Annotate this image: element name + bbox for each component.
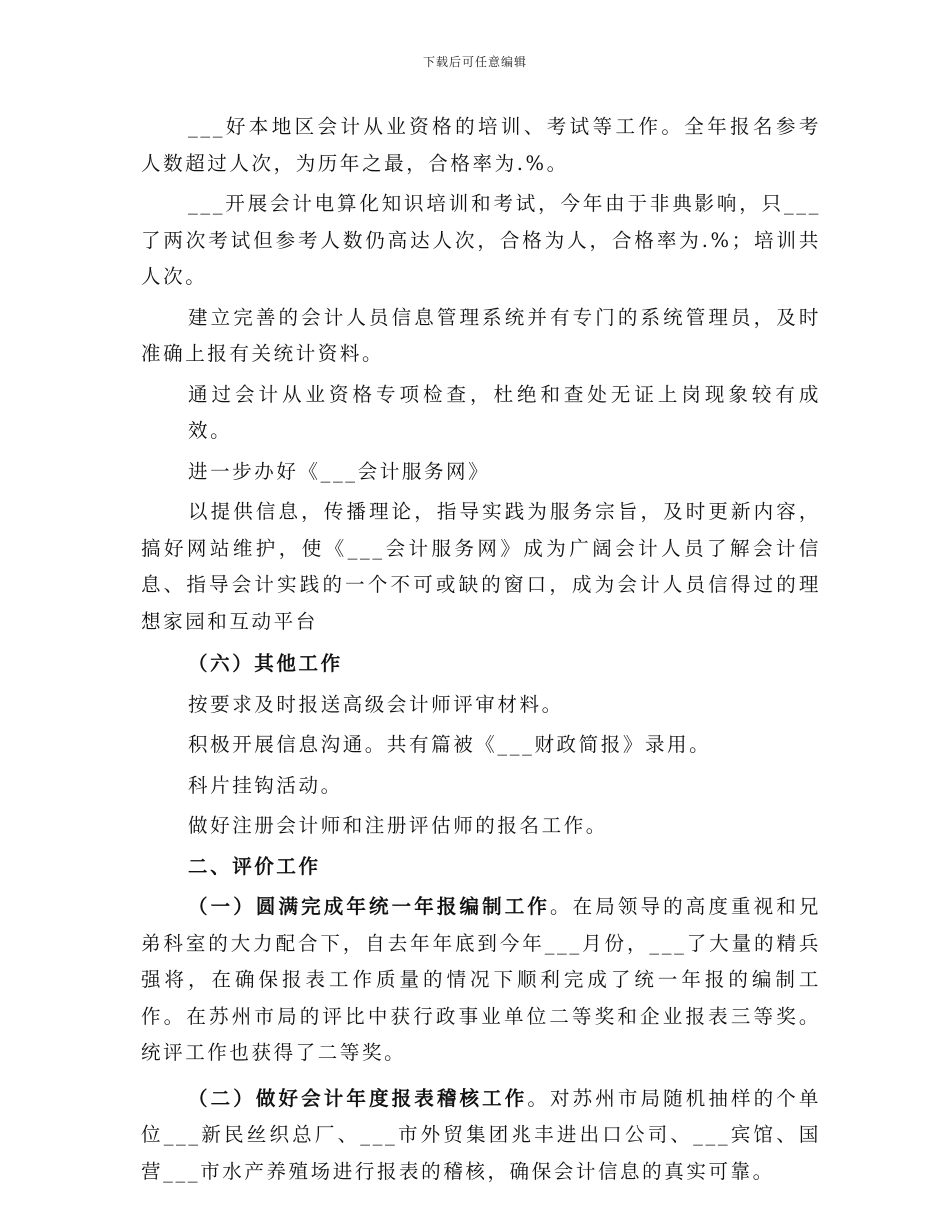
- paragraph-info-communication: 积极开展信息沟通。共有篇被《___财政简报》录用。: [188, 733, 712, 756]
- paragraph-website-detail: 以提供信息，传播理论，指导实践为服务宗旨，及时更新内容，搞好网站维护，使《___会计服务网》成为广阔会计人员了解会计信息、指导会计实践的一个不可或缺的窗口，成为会计人员信得过的理想家园和互动平台: [141, 500, 821, 633]
- page-header: 下载后可任意编辑: [422, 55, 527, 69]
- paragraph-computerized-accounting: ___开展会计电算化知识培训和考试，今年由于非典影响，只___了两次考试但参考人数仍高达人次，合格为人，合格率为.%；培训共人次。: [141, 192, 821, 288]
- section-heading-evaluation: 二、评价工作: [188, 854, 321, 878]
- paragraph-linkage: 科片挂钩活动。: [188, 773, 343, 797]
- paragraph-cpa-registration: 做好注册会计师和注册评估师的报名工作。: [188, 814, 608, 837]
- annual-report-lead: （一）圆满完成年统一年报编制工作: [188, 895, 551, 918]
- audit-body: 。对苏州市局随机抽样的个单位___新民丝织总厂、___市外贸集团兆丰进出口公司、___宾馆、国营___市水产养殖场进行报表的稽核，确保会计信息的真实可靠。: [141, 1086, 821, 1183]
- paragraph-qualification-check: 通过会计从业资格专项检查，杜绝和查处无证上岗现象较有成效。: [188, 382, 821, 442]
- paragraph-audit: [141, 1081, 821, 1191]
- section-heading-other-work: （六）其他工作: [188, 652, 343, 675]
- paragraph-website: 进一步办好《___会计服务网》: [188, 459, 491, 483]
- audit-lead: （二）做好会计年度报表稽核工作: [188, 1086, 528, 1110]
- annual-report-body: 。在局领导的高度重视和兄弟科室的大力配合下，自去年年底到今年___月份，___了大量的精兵强将，在确保报表工作质量的情况下顺利完成了统一年报的编制工作。在苏州市局的评比中获行政事业单位二等奖和企业报表三等奖。统评工作也获得了二等奖。: [141, 895, 821, 1064]
- paragraph-info-system: 建立完善的会计人员信息管理系统并有专门的系统管理员，及时准确上报有关统计资料。: [141, 305, 821, 365]
- paragraph-annual-report: [141, 889, 821, 1072]
- document-body: [141, 109, 821, 1190]
- paragraph-senior-accountant: 按要求及时报送高级会计师评审材料。: [188, 692, 564, 716]
- paragraph-training: ___好本地区会计从业资格的培训、考试等工作。全年报名参考人数超过人次，为历年之最，合格率为.%。: [141, 115, 821, 175]
